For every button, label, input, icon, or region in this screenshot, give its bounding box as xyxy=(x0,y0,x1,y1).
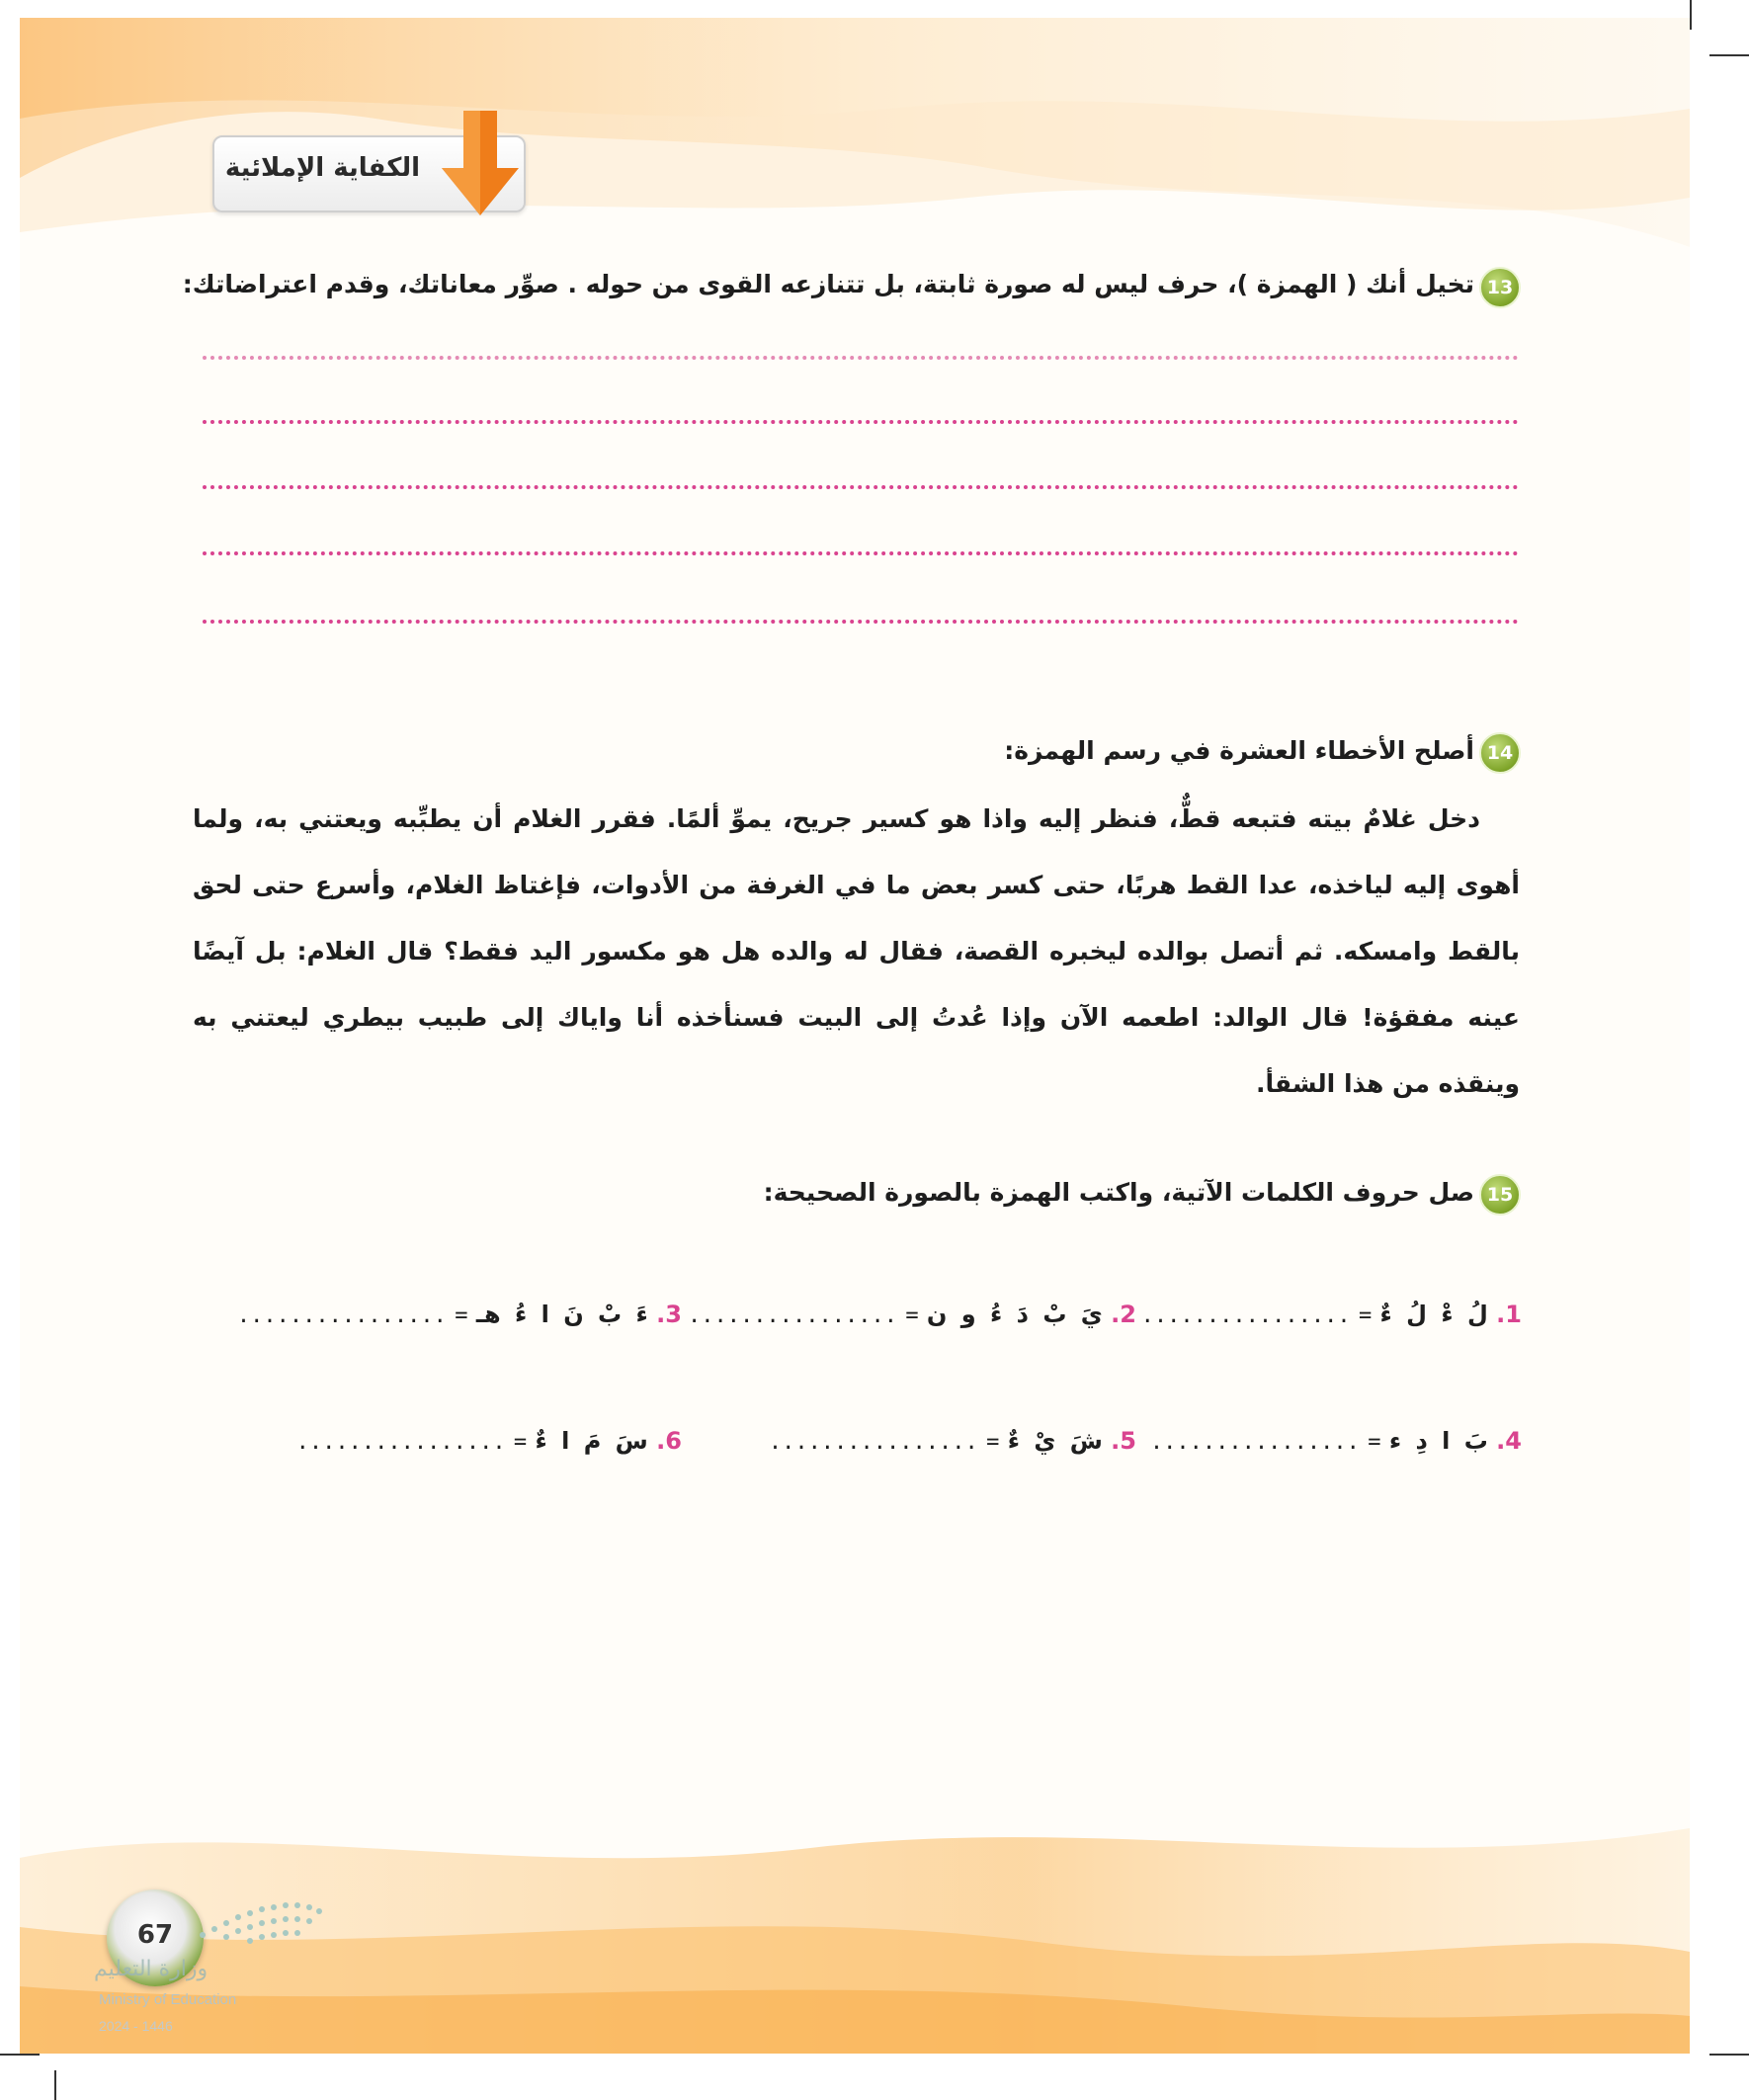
word-item-4 xyxy=(1150,1427,1522,1455)
item-number: 2. xyxy=(1111,1301,1136,1328)
item-letters: سَ مَ ا ءٌ xyxy=(535,1427,648,1455)
word-item-6 xyxy=(296,1427,682,1455)
answer-blank[interactable]: ................ xyxy=(295,1430,506,1455)
crop-mark xyxy=(1709,54,1749,56)
question-number-13: 13 xyxy=(1479,267,1521,308)
answer-line[interactable] xyxy=(203,485,1519,489)
equals-sign: = xyxy=(513,1430,528,1455)
answer-line[interactable] xyxy=(203,620,1519,624)
arrow-down-icon xyxy=(440,111,521,217)
paragraph-14-text: دخل غلامٌ بيته فتبعه قطٌّ، فنظر إليه واذا هو كسير جريح، يموِّ ألمًا. فقرر الغلام أن يطبِّبه ويعتني به، ولما أهوى إليه لياخذه، عدا القط هربًا، حتى كسر بعض ما في الغرفة من الأدوات، فإغتاظ الغلام، وأسرع حتى لحق بالقط وامسكه. ثم أتصل بوالده ليخبره القصة، فقال له والده هل هو مكسور اليد فقط؟ قال الغلام: بل آيضًا عينه مفقؤة! قال الوالد: اطعمه الآن وإذا عُدتُ إلى البيت فسنأخذه أنا واياك إلى طبيب بيطري ليعتني به وينقذه من هذا الشقأ. xyxy=(193,804,1520,1098)
item-number: 4. xyxy=(1496,1427,1522,1455)
page-number: 67 xyxy=(136,1920,174,1950)
ministry-logo-icon xyxy=(193,1895,326,1965)
question-number-14: 14 xyxy=(1479,732,1521,774)
question-15-text: صل حروف الكلمات الآتية، واكتب الهمزة بالصورة الصحيحة: xyxy=(763,1178,1474,1207)
crop-mark xyxy=(1690,0,1692,30)
crop-mark xyxy=(0,2054,40,2056)
crop-mark xyxy=(1709,2054,1749,2056)
answer-blank[interactable]: ................ xyxy=(236,1303,447,1328)
question-13-text: تخيل أنك ( الهمزة )، حرف ليس له صورة ثابتة، بل تتنازعه القوى من حوله . صوِّر معاناتك، وقدم اعتراضاتك: xyxy=(182,270,1474,298)
word-item-3 xyxy=(237,1301,682,1328)
equals-sign: = xyxy=(1358,1303,1373,1328)
ministry-name-arabic: وزارة التعليم xyxy=(94,1957,208,1981)
edition-year: 2024 - 1446 xyxy=(99,2018,173,2034)
word-item-1 xyxy=(1141,1301,1522,1328)
item-letters: لُ ءْ لُ ءٌ xyxy=(1379,1301,1488,1328)
question-14-text: أصلح الأخطاء العشرة في رسم الهمزة: xyxy=(1004,736,1474,765)
section-title: الكفاية الإملائية xyxy=(224,153,420,183)
answer-blank[interactable]: ................ xyxy=(1149,1430,1360,1455)
word-item-2 xyxy=(688,1301,1136,1328)
answer-line[interactable] xyxy=(203,420,1519,424)
item-letters: يَ بْ دَ ءُ و ن xyxy=(926,1301,1103,1328)
equals-sign: = xyxy=(455,1303,468,1328)
item-letters: بَ ا دِ ء xyxy=(1388,1427,1488,1455)
item-letters: شَ يْ ءٌ xyxy=(1007,1427,1103,1455)
equals-sign: = xyxy=(905,1303,919,1328)
item-number: 1. xyxy=(1496,1301,1522,1328)
item-number: 5. xyxy=(1111,1427,1136,1455)
word-item-5 xyxy=(769,1427,1136,1455)
ministry-name-english: Ministry of Education xyxy=(99,1991,237,2008)
answer-line[interactable] xyxy=(203,356,1519,360)
answer-blank[interactable]: ................ xyxy=(768,1430,978,1455)
answer-line[interactable] xyxy=(203,551,1519,555)
equals-sign: = xyxy=(1368,1430,1381,1455)
item-number: 3. xyxy=(656,1301,682,1328)
crop-mark xyxy=(54,2070,56,2100)
paragraph-14 xyxy=(193,786,1520,1117)
answer-blank[interactable]: ................ xyxy=(688,1303,897,1328)
item-letters: ءَ بْ نَ ا ءُ هـ xyxy=(475,1301,648,1328)
equals-sign: = xyxy=(986,1430,1000,1455)
answer-blank[interactable]: ................ xyxy=(1140,1303,1351,1328)
item-number: 6. xyxy=(656,1427,682,1455)
question-number-15: 15 xyxy=(1479,1174,1521,1216)
